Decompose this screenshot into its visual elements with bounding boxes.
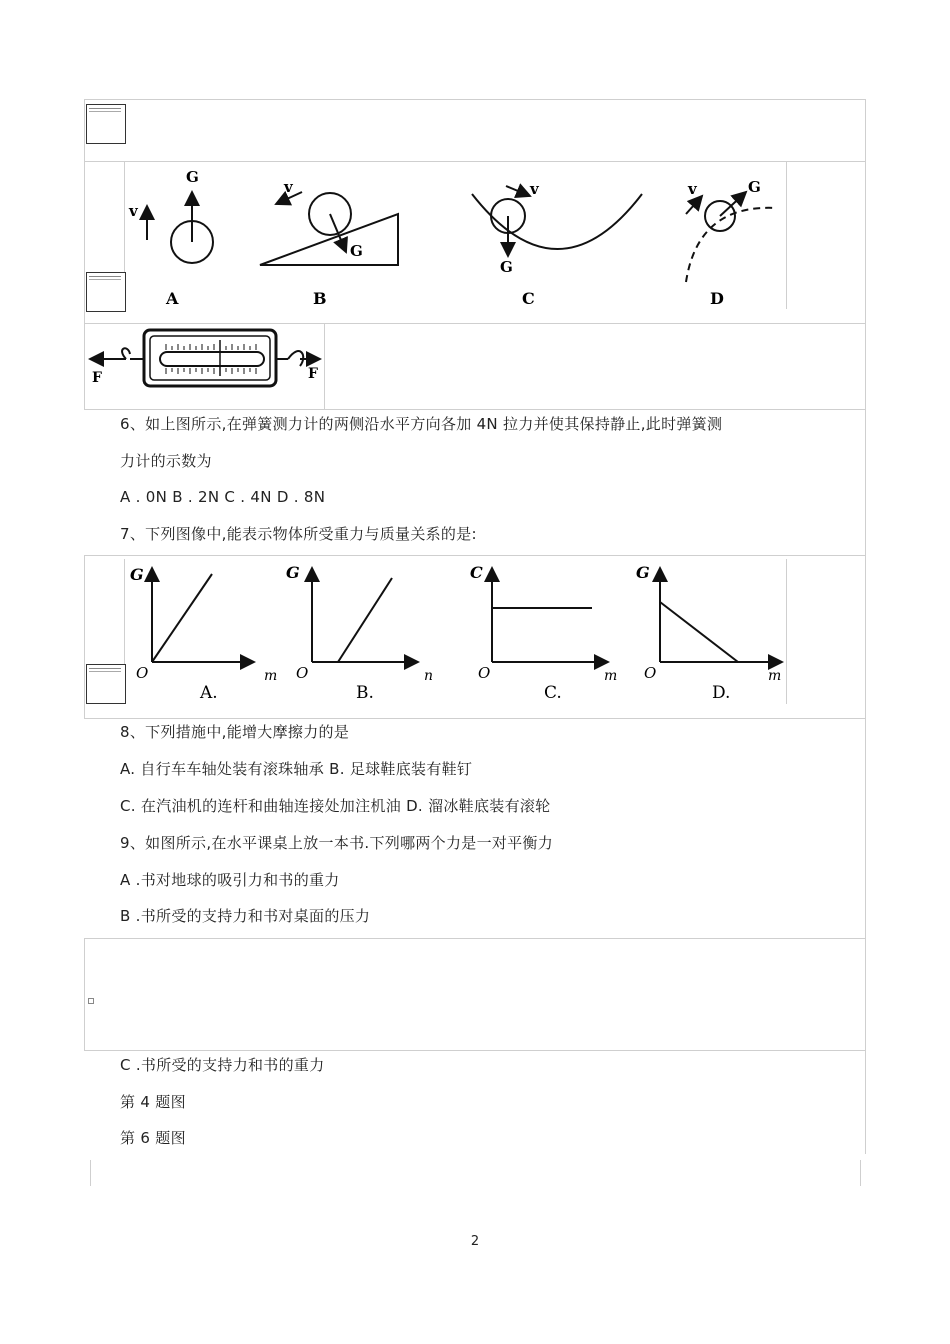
diagram-a-g-label: G [186,168,199,186]
fig9-bottom-line [84,1050,866,1051]
graph-c [492,568,608,662]
graph-c-y-label: C [470,563,483,582]
figure-7-g-m-graphs [126,558,786,704]
graph-a [152,568,254,662]
fig7-inner-right [786,559,787,704]
page-number: 2 [470,1234,480,1249]
q8-line: 8、下列措施中,能增大摩擦力的是 [120,723,350,741]
diagram-b-v-label: v [284,178,293,196]
footer-right-tick [860,1160,861,1186]
diagram-b-option-label: B [313,289,327,308]
graph-a-x-label: m [264,668,278,684]
graph-d-option-label: D. [712,683,731,703]
diagram-c-v-label: v [530,180,539,198]
graph-d-y-label: G [636,563,650,582]
q9-option-c: C .书所受的支持力和书的重力 [120,1056,325,1074]
diagram-b [260,192,398,265]
graph-d [660,568,782,662]
graph-a-origin: O [136,664,149,682]
q9-option-b: B .书所受的支持力和书对桌面的压力 [120,907,371,925]
graph-d-x-label: m [768,668,782,684]
figure-6-caption: 第 6 题图 [120,1129,186,1147]
graph-c-x-label: m [604,668,618,684]
fig7-left-line [84,555,85,718]
diagram-a-v-label: v [129,202,138,220]
graph-b-origin: O [296,664,309,682]
frame-right-line [865,99,866,1154]
graph-b [312,568,418,662]
fig6-right-border [324,323,325,409]
row-divider-1 [84,161,866,162]
diagram-b-g-label: G [350,242,363,260]
frame-left-line-1 [84,99,85,409]
fig7-bottom-line [84,718,866,719]
diagram-d-v-label: v [688,180,697,198]
diagram-d [686,192,776,282]
q9-line: 9、如图所示,在水平课桌上放一本书.下列哪两个力是一对平衡力 [120,834,554,852]
diagram-c [472,186,642,256]
graph-b-y-label: G [286,563,300,582]
q8-options-ab: A. 自行车车轴处装有滚珠轴承 B. 足球鞋底装有鞋钉 [120,760,473,778]
diagram-d-g-label: G [748,178,761,196]
diagram-a-option-label: A [166,289,179,308]
fig9-top-line [84,938,866,939]
footer-left-tick [90,1160,91,1186]
diagram-d-option-label: D [710,289,724,308]
graph-c-origin: O [478,664,491,682]
graph-b-option-label: B. [356,683,374,703]
force-right-label: F [308,366,318,382]
fig4-inner-right [786,161,787,309]
q6-options: A . 0N B . 2N C . 4N D . 8N [120,488,326,506]
diagram-c-option-label: C [522,289,535,308]
diagram-c-g-label: G [500,258,513,276]
graph-d-origin: O [644,664,657,682]
figure-4-motion-diagrams [126,164,786,310]
q6-line-1: 6、如上图所示,在弹簧测力计的两侧沿水平方向各加 4N 拉力并使其保持静止,此时弹簧测 [120,415,723,433]
image-placeholder-dot [88,998,94,1004]
image-placeholder-2 [86,272,126,312]
fig9-left-line [84,938,85,1050]
q9-option-a: A .书对地球的吸引力和书的重力 [120,871,340,889]
q6-line-2: 力计的示数为 [120,452,212,470]
frame-top-line [84,99,866,100]
row-divider-3 [84,409,866,410]
image-placeholder-3 [86,664,126,704]
graph-a-y-label: G [130,565,144,584]
diagram-a [147,192,213,263]
graph-b-x-label: n [424,668,434,684]
q7-line: 7、下列图像中,能表示物体所受重力与质量关系的是: [120,525,477,543]
row-divider-2 [84,323,866,324]
graph-a-option-label: A. [200,683,218,703]
figure-4-caption: 第 4 题图 [120,1093,186,1111]
q8-options-cd: C. 在汽油机的连杆和曲轴连接处加注机油 D. 溜冰鞋底装有滚轮 [120,797,551,815]
image-placeholder-1 [86,104,126,144]
graph-c-option-label: C. [544,683,562,703]
fig7-top-line [84,555,866,556]
figure-6-spring-scale [86,326,324,408]
force-left-label: F [92,370,102,386]
